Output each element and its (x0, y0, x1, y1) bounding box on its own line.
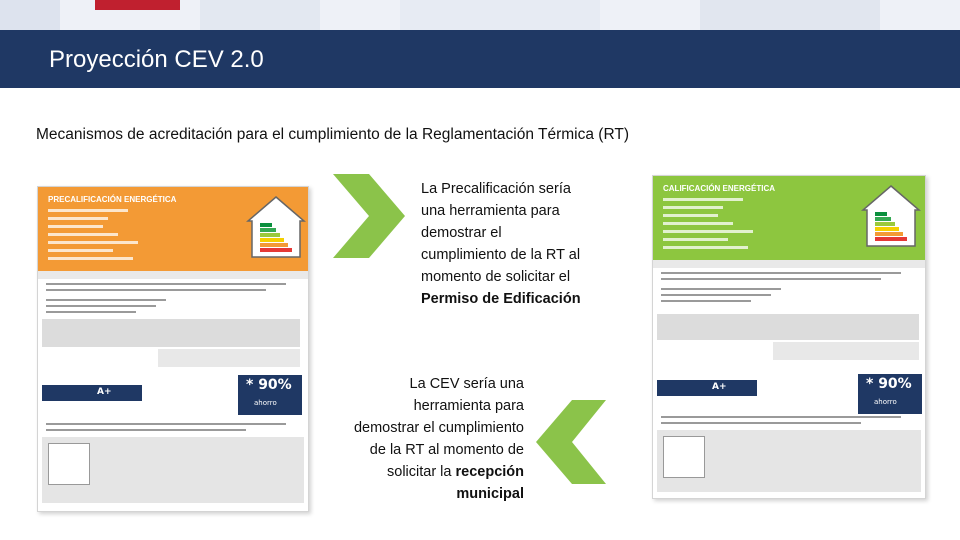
slide-header (0, 30, 960, 88)
precalificacion-header-title: PRECALIFICACIÓN ENERGÉTICA (48, 195, 177, 204)
ahorro-badge (238, 375, 302, 415)
gobierno-logo (663, 436, 705, 478)
municipal-text: municipal (456, 486, 524, 502)
precalificacion-description: La Precalificación sería una herramienta para demostrar el cumplimiento de la RT al momento de solicitar el Permiso de Edificación (421, 178, 621, 310)
ahorro-badge (858, 374, 922, 414)
arrow-left-icon (536, 400, 606, 484)
slide-title: Proyección CEV 2.0 (49, 46, 264, 73)
data-table (657, 314, 919, 340)
slide-subtitle: Mecanismos de acreditación para el cumplimiento de la Reglamentación Térmica (RT) (36, 126, 629, 143)
gobierno-logo (48, 443, 90, 485)
permiso-edificacion-text: Permiso de Edificación (421, 291, 581, 307)
precalificacion-label-image (37, 186, 309, 512)
rating-label: A+ (97, 387, 112, 397)
energy-house-icon (246, 195, 306, 259)
ahorro-label: ahorro (254, 399, 277, 407)
ahorro-percent: * 90% (246, 377, 292, 393)
rating-label: A+ (712, 382, 727, 392)
government-logos (657, 430, 921, 492)
rating-arrow (42, 385, 142, 401)
calificacion-header-title: CALIFICACIÓN ENERGÉTICA (663, 184, 775, 193)
top-decorative-strip (0, 0, 960, 30)
ahorro-percent: * 90% (866, 376, 912, 392)
header-text-lines (663, 198, 763, 254)
cev-description: La CEV sería una herramienta para demostrar el cumplimiento de la RT al momento de solicitar la recepción municipal (300, 373, 524, 505)
government-logos (42, 437, 304, 503)
arrow-right-icon (333, 174, 405, 258)
header-text-lines (48, 209, 148, 265)
energy-house-icon (861, 184, 921, 248)
data-table (42, 319, 300, 347)
rating-arrow (657, 380, 757, 396)
calificacion-label-image (652, 175, 926, 499)
ahorro-label: ahorro (874, 398, 897, 406)
recepcion-text: recepción (455, 464, 524, 480)
